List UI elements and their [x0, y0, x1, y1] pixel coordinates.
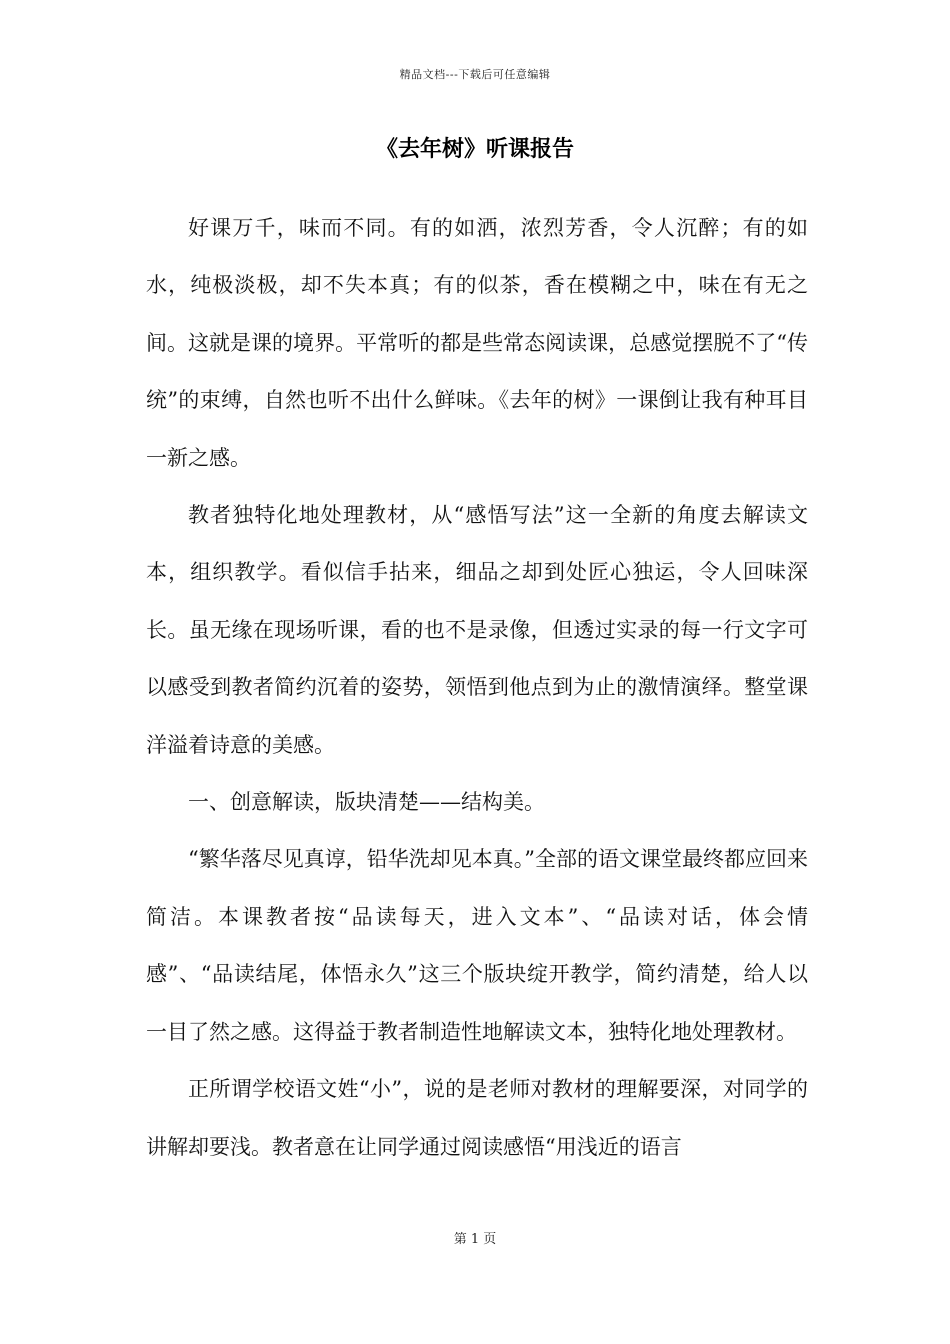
paragraph-teaching-approach: 教者独特化地处理教材，从“感悟写法”这一全新的角度去解读文本，组织教学。看似信手拈来，细品之却到处匠心独运，令人回味深长。虽无缘在现场听课，看的也不是录像，但透过实录的每一行文字可以感受到教者简约沉着的姿势，领悟到他点到为止的激情演绎。整堂课洋溢着诗意的美感。	[146, 503, 808, 757]
section-heading-structure: 一、创意解读，版块清楚——结构美。	[188, 790, 545, 815]
paragraph-understanding: 正所谓学校语文姓“小”，说的是老师对教材的理解要深，对同学的讲解却要浅。教者意在让同学通过阅读感悟“用浅近的语言	[146, 1077, 808, 1159]
page-header: 精品文档---下载后可任意编辑	[399, 68, 551, 81]
document-body	[146, 200, 808, 1176]
page-number: 第 1 页	[453, 1232, 497, 1247]
document-title: 《去年树》听课报告	[375, 136, 574, 162]
paragraph-structure: “繁华落尽见真谆，铅华洗却见本真。”全部的语文课堂最终都应回来简洁。本课教者按“品读每天，进入文本”、“品读对话，体会情感”、“品读结尾，体悟永久”这三个版块绽开教学，简约清楚，给人以一目了然之感。这得益于教者制造性地解读文本，独特化地处理教材。	[146, 847, 808, 1044]
paragraph-intro: 好课万千，味而不同。有的如洒，浓烈芳香，令人沉醉；有的如水，纯极淡极，却不失本真；有的似茶，香在模糊之中，味在有无之间。这就是课的境界。平常听的都是些常态阅读课，总感觉摆脱不了“传统”的束缚，自然也听不出什么鲜味。《去年的树》一课倒让我有种耳目一新之感。	[146, 216, 808, 470]
